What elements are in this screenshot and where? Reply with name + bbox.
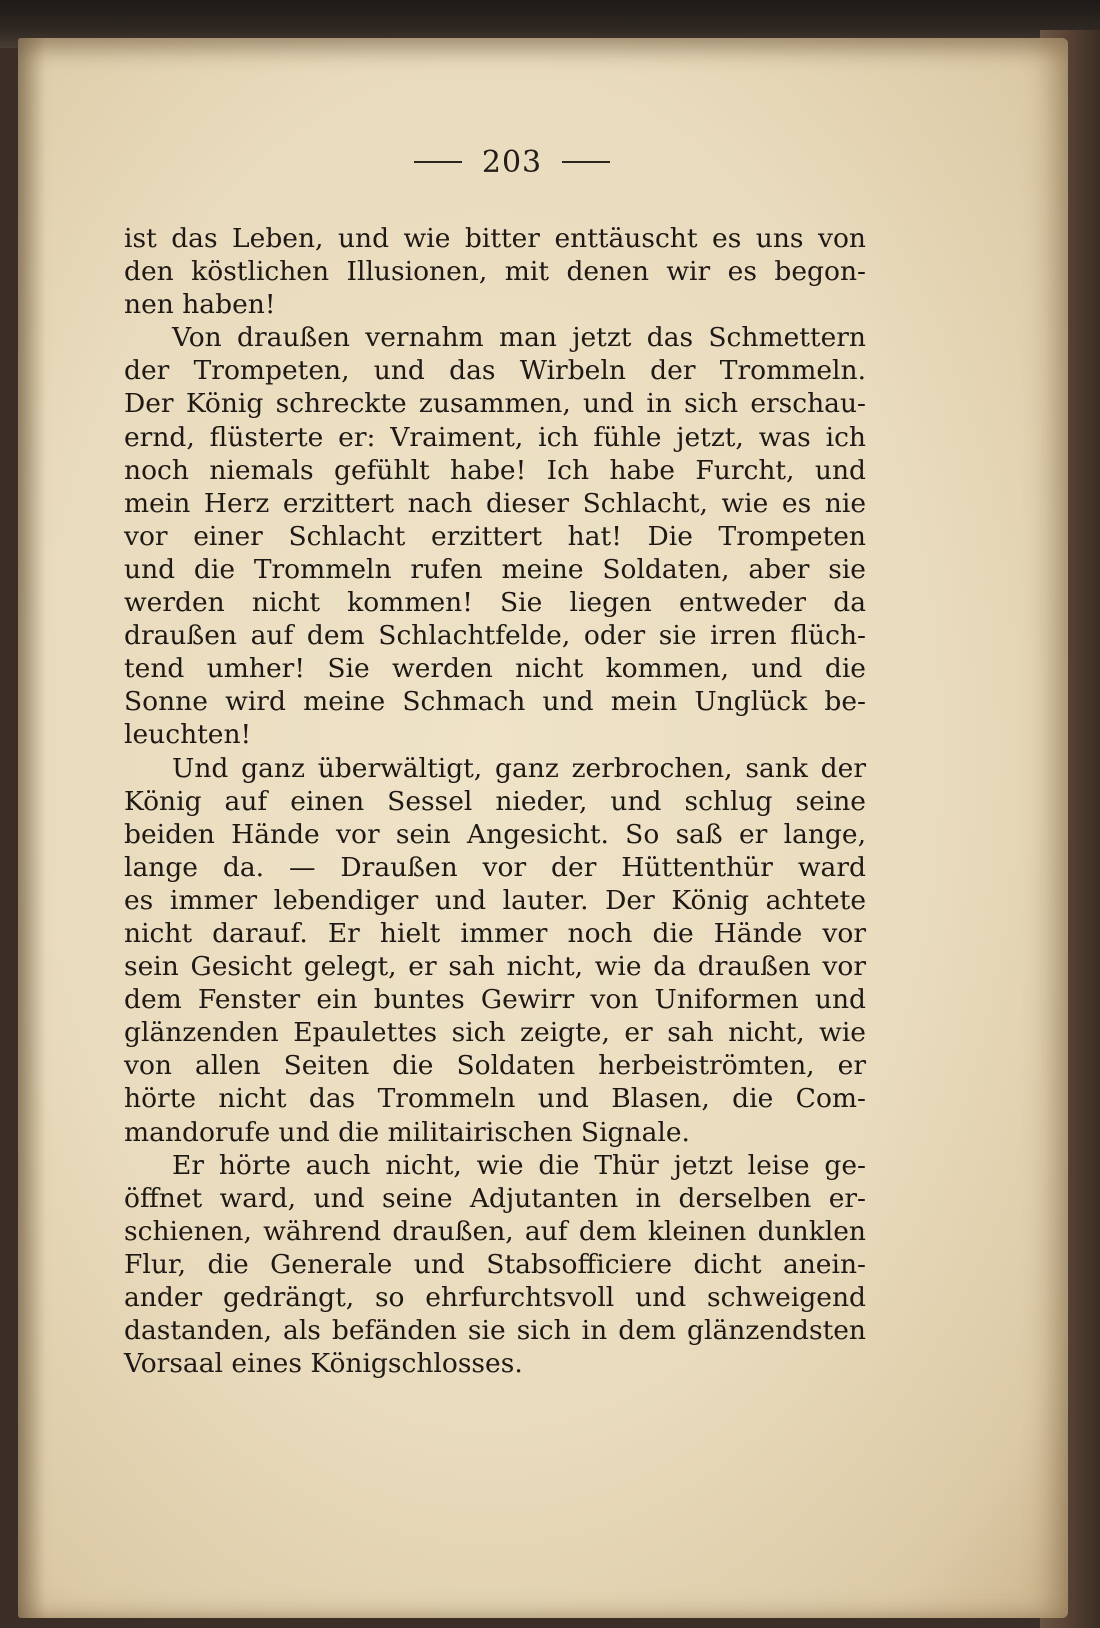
text-line: werden nicht kommen! Sie liegen entweder da (124, 587, 866, 619)
text-line: Vorsaal eines Königschlosses. (124, 1348, 523, 1380)
text-line: draußen auf dem Schlachtfelde, oder sie irren flüch- (124, 620, 866, 652)
text-line: hörte nicht das Trommeln und Blasen, die Com- (124, 1083, 866, 1115)
spine-shadow (18, 38, 46, 1618)
text-line: der Trompeten, und das Wirbeln der Trommeln. (124, 355, 866, 387)
text-line: Er hörte auch nicht, wie die Thür jetzt leise ge- (172, 1149, 866, 1181)
text-line: es immer lebendiger und lauter. Der König achtete (124, 884, 866, 916)
text-line: glänzenden Epaulettes sich zeigte, er sah nicht, wie (124, 1017, 866, 1049)
body-text (124, 222, 866, 1380)
text-line: Sonne wird meine Schmach und mein Unglück be- (124, 686, 866, 718)
text-line: König auf einen Sessel nieder, und schlug seine (124, 785, 866, 817)
text-line: ander gedrängt, so ehrfurchtsvoll und schweigend (124, 1282, 866, 1313)
text-line: tend umher! Sie werden nicht kommen, und die (124, 653, 866, 685)
text-line: noch niemals gefühlt habe! Ich habe Furcht, und (124, 454, 866, 486)
page-number: 203 (481, 144, 543, 180)
text-line: Der König schreckte zusammen, und in sich erschau- (124, 388, 866, 420)
text-line: nicht darauf. Er hielt immer noch die Hände vor (124, 917, 866, 949)
header-dash-right (562, 161, 610, 163)
text-line: öffnet ward, und seine Adjutanten in derselben er- (124, 1182, 866, 1214)
text-line: beiden Hände vor sein Angesicht. So saß er lange, (124, 818, 866, 850)
text-line: mein Herz erzittert nach dieser Schlacht, wie es nie (124, 487, 866, 519)
page-header (392, 142, 632, 182)
text-line: schienen, während draußen, auf dem kleinen dunklen (124, 1215, 866, 1247)
text-line: dem Fenster ein buntes Gewirr von Uniformen und (124, 984, 866, 1016)
text-line: mandorufe und die militairischen Signale. (124, 1116, 690, 1148)
text-line: dastanden, als befänden sie sich in dem glänzendsten (124, 1315, 866, 1347)
text-line: vor einer Schlacht erzittert hat! Die Trompeten (124, 520, 866, 552)
text-line: und die Trommeln rufen meine Soldaten, aber sie (124, 553, 866, 585)
text-line: lange da. — Draußen vor der Hüttenthür ward (124, 851, 866, 883)
text-line: nen haben! (124, 289, 276, 321)
text-line: sein Gesicht gelegt, er sah nicht, wie da draußen vor (124, 951, 866, 983)
text-line: von allen Seiten die Soldaten herbeiströmten, er (124, 1050, 866, 1082)
text-line: Von draußen vernahm man jetzt das Schmettern (172, 322, 866, 354)
text-line: den köstlichen Illusionen, mit denen wir es begon- (124, 256, 866, 288)
header-dash-left (414, 161, 462, 163)
text-line: ist das Leben, und wie bitter enttäuscht es uns von (124, 223, 866, 254)
text-line: ernd, flüsterte er: Vraiment, ich fühle jetzt, was ich (124, 421, 866, 453)
text-line: Und ganz überwältigt, ganz zerbrochen, sank der (172, 752, 866, 784)
text-line: leuchten! (124, 719, 252, 751)
text-line: Flur, die Generale und Stabsofficiere dicht anein- (124, 1248, 866, 1280)
